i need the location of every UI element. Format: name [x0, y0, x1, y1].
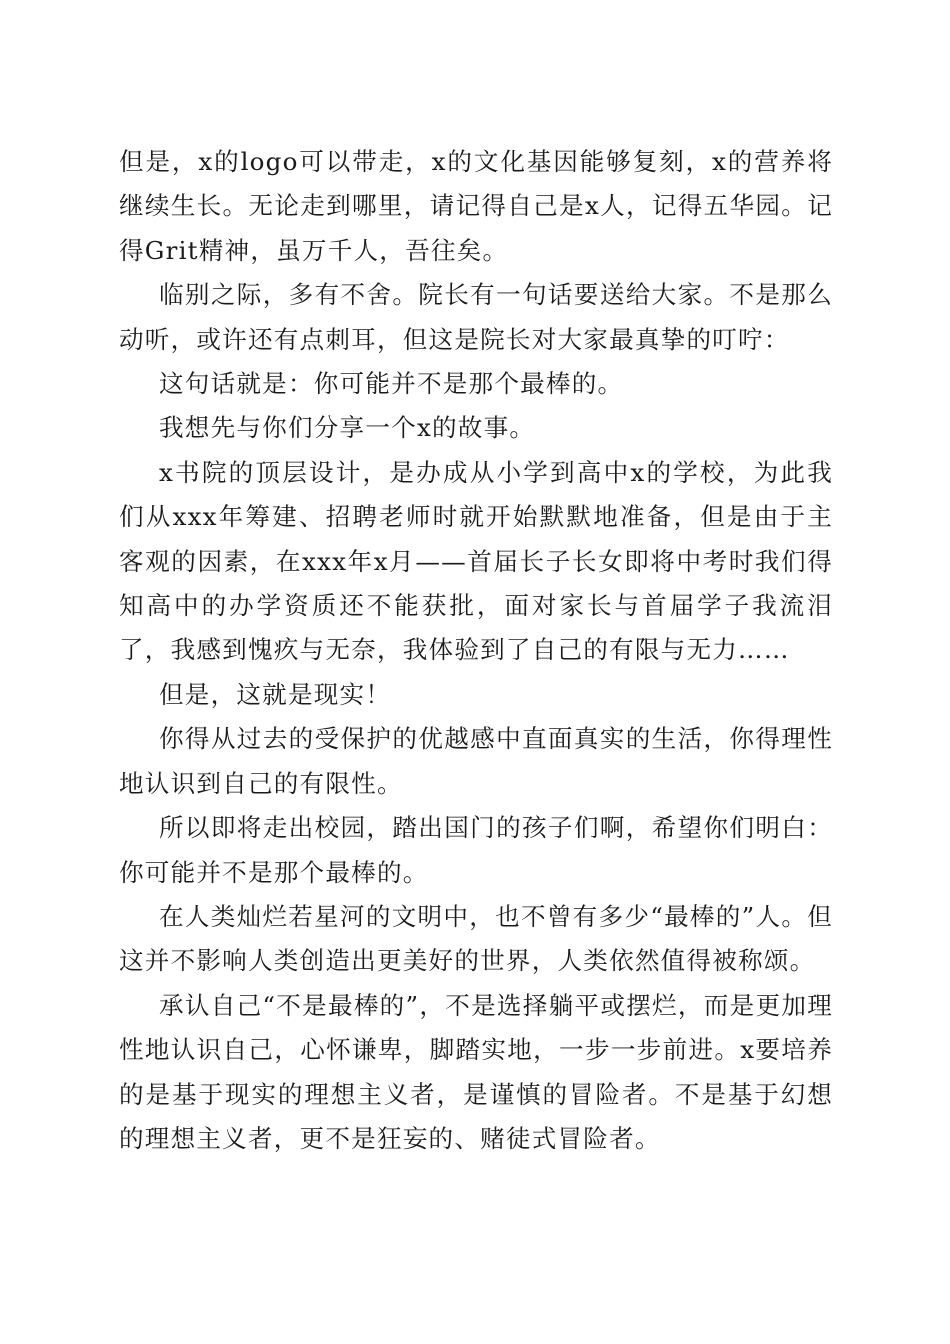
paragraph: 所以即将走出校园，踏出国门的孩子们啊，希望你们明白：你可能并不是那个最棒的。 [119, 813, 833, 887]
document-body [119, 140, 833, 1161]
paragraph: 这句话就是：你可能并不是那个最棒的。 [159, 369, 624, 399]
paragraph: 你得从过去的受保护的优越感中直面真实的生活，你得理性地认识到自己的有限性。 [119, 724, 833, 798]
paragraph: 在人类灿烂若星河的文明中，也不曾有多少“最棒的”人。但这并不影响人类创造出更美好的世界，人类依然值得被称颂。 [119, 901, 833, 976]
paragraph: 我想先与你们分享一个x的故事。 [159, 413, 536, 443]
paragraph: 但是，x的logo可以带走，x的文化基因能够复刻，x的营养将继续生长。无论走到哪里，请记得自己是x人，记得五华园。记得Grit精神，虽万千人，吾往矣。 [119, 147, 833, 265]
paragraph: 临别之际，多有不舍。院长有一句话要送给大家。不是那么动听，或许还有点刺耳，但这是院长对大家最真挚的叮咛： [119, 280, 833, 354]
paragraph: 但是，这就是现实！ [159, 679, 392, 709]
paragraph: x书院的顶层设计，是办成从小学到高中x的学校，为此我们从xxx年筹建、招聘老师时就开始默默地准备，但是由于主客观的因素，在xxx年x月——首届长子长女即将中考时我们得知高中的办学资质还不能获批，面对家长与首届学子我流泪了，我感到愧疚与无奈，我体验到了自己的有限与无力…… [119, 457, 833, 665]
paragraph: 承认自己“不是最棒的”，不是选择躺平或摆烂，而是更加理性地认识自己，心怀谦卑，脚踏实地，一步一步前进。x要培养的是基于现实的理想主义者，是谨慎的冒险者。不是基于幻想的理想主义者，更不是狂妄的、赌徒式冒险者。 [119, 990, 833, 1153]
